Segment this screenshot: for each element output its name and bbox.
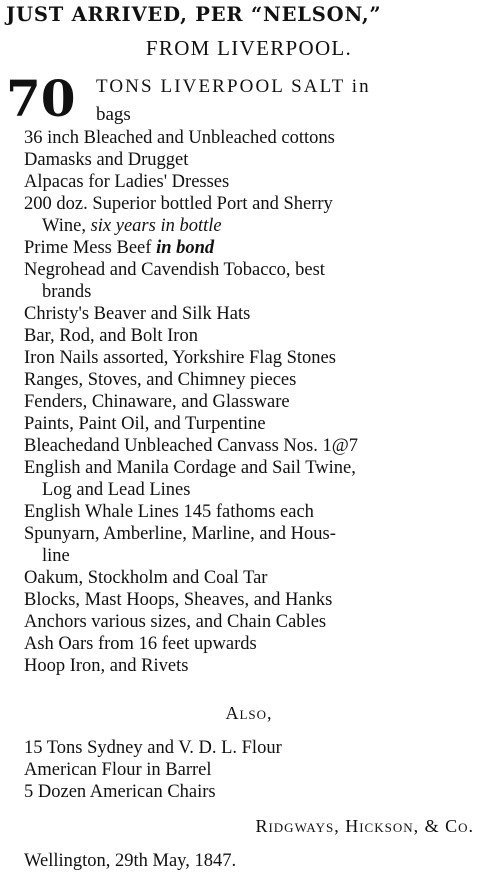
list-item: Bar, Rod, and Bolt Iron	[24, 326, 198, 346]
list-item: brands	[42, 282, 92, 302]
list-item: 5 Dozen American Chairs	[24, 782, 216, 802]
list-item: Oakum, Stockholm and Coal Tar	[24, 568, 268, 588]
list-item: Anchors various sizes, and Chain Cables	[24, 612, 327, 632]
lead-line-2: bags	[96, 104, 131, 125]
also-heading: Also,	[225, 703, 273, 723]
list-item: Log and Lead Lines	[42, 480, 191, 500]
list-item: Christy's Beaver and Silk Hats	[24, 304, 251, 324]
list-item: Paints, Paint Oil, and Turpentine	[24, 414, 266, 434]
goods-list	[24, 127, 496, 677]
list-item: line	[42, 546, 70, 566]
headline: JUST ARRIVED, PER “NELSON,”	[6, 3, 382, 26]
lead-line-1: TONS LIVERPOOL SALT in	[96, 76, 371, 97]
dateline: Wellington, 29th May, 1847.	[24, 851, 237, 871]
merchant-signature: Ridgways, Hickson, & Co.	[255, 816, 474, 836]
list-item: Bleachedand Unbleached Canvass Nos. 1@7	[24, 436, 359, 456]
list-item: 36 inch Bleached and Unbleached cottons	[24, 128, 335, 148]
list-item: Damasks and Drugget	[24, 150, 189, 170]
list-item: Fenders, Chinaware, and Glassware	[24, 392, 290, 412]
additional-goods-list	[24, 737, 496, 803]
list-item: Wine, six years in bottle	[42, 216, 222, 236]
italic-note: in bond	[156, 238, 215, 258]
list-item: Alpacas for Ladies' Dresses	[24, 172, 230, 192]
subheadline: FROM LIVERPOOL.	[145, 36, 353, 60]
list-item: Blocks, Mast Hoops, Sheaves, and Hanks	[24, 590, 333, 610]
list-item: 200 doz. Superior bottled Port and Sherry	[24, 194, 333, 214]
list-item: Negrohead and Cavendish Tobacco, best	[24, 260, 325, 280]
list-item: Ash Oars from 16 feet upwards	[24, 634, 257, 654]
list-item: Ranges, Stoves, and Chimney pieces	[24, 370, 297, 390]
italic-note: six years in bottle	[90, 216, 222, 236]
list-item: American Flour in Barrel	[24, 760, 212, 780]
list-item: English Whale Lines 145 fathoms each	[24, 502, 314, 522]
list-item: Prime Mess Beef in bond	[24, 238, 215, 258]
list-item: 15 Tons Sydney and V. D. L. Flour	[24, 738, 282, 758]
list-item: Spunyarn, Amberline, Marline, and Hous-	[24, 524, 336, 544]
lead-number: 70	[6, 69, 76, 128]
list-item: Hoop Iron, and Rivets	[24, 656, 189, 676]
list-item: Iron Nails assorted, Yorkshire Flag Stones	[24, 348, 336, 368]
list-item: English and Manila Cordage and Sail Twine,	[24, 458, 356, 478]
